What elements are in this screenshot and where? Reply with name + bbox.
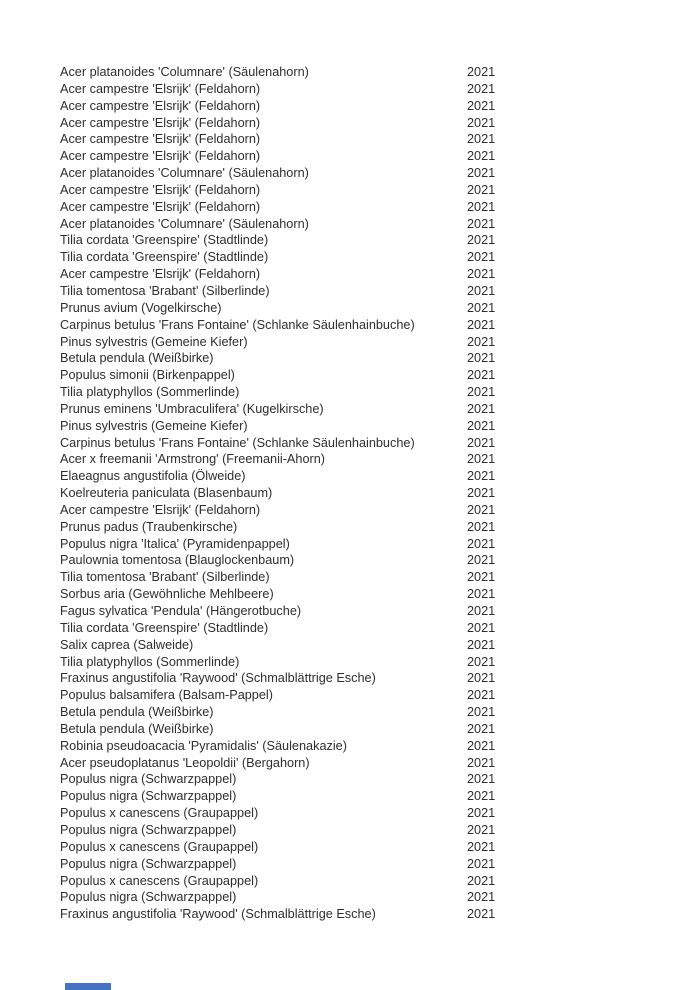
species-name: Acer campestre 'Elsrijk' (Feldahorn): [60, 132, 261, 147]
year-value: 2021: [467, 604, 496, 618]
year-value: 2021: [467, 182, 496, 197]
list-item: [60, 873, 700, 890]
year-value: 2021: [467, 486, 496, 501]
species-name: Fraxinus angustifolia 'Raywood' (Schmalblättrige Esche): [60, 907, 376, 922]
year-value: 2021: [467, 806, 496, 821]
species-name: Populus nigra (Schwarzpappel): [60, 772, 237, 787]
year-value: 2021: [467, 452, 496, 467]
list-item: [60, 131, 700, 148]
list-item: [60, 148, 700, 165]
year-value: 2021: [467, 216, 496, 231]
year-value: 2021: [467, 401, 496, 416]
year-value: 2021: [467, 553, 496, 568]
species-name: Populus x canescens (Graupappel): [60, 873, 259, 888]
species-name: Pinus sylvestris (Gemeine Kiefer): [60, 334, 248, 349]
species-name: Populus nigra (Schwarzpappel): [60, 789, 237, 804]
list-item: [60, 283, 700, 300]
list-item: [60, 620, 700, 637]
species-name: Tilia cordata 'Greenspire' (Stadtlinde): [60, 233, 269, 248]
list-item: [60, 266, 700, 283]
species-name: Acer campestre 'Elsrijk' (Feldahorn): [60, 199, 261, 214]
species-name: Populus x canescens (Graupappel): [60, 806, 259, 821]
year-value: 2021: [467, 839, 496, 854]
species-name: Populus simonii (Birkenpappel): [60, 368, 235, 383]
year-value: 2021: [467, 283, 496, 298]
year-value: 2021: [467, 637, 496, 652]
species-name: Tilia cordata 'Greenspire' (Stadtlinde): [60, 620, 269, 635]
bottom-accent-bar: [65, 983, 111, 990]
year-value: 2021: [467, 671, 496, 686]
year-value: 2021: [467, 351, 496, 366]
list-item: [60, 232, 700, 249]
species-name: Pinus sylvestris (Gemeine Kiefer): [60, 418, 248, 433]
species-name: Acer campestre 'Elsrijk' (Feldahorn): [60, 502, 261, 517]
list-item: [60, 249, 700, 266]
year-value: 2021: [467, 334, 496, 349]
list-item: [60, 435, 700, 452]
species-name: Acer platanoides 'Columnare' (Säulenahorn): [60, 166, 309, 181]
list-item: [60, 839, 700, 856]
list-item: [60, 906, 700, 923]
species-name: Acer campestre 'Elsrijk' (Feldahorn): [60, 149, 261, 164]
year-value: 2021: [467, 738, 496, 753]
year-value: 2021: [467, 721, 496, 736]
year-value: 2021: [467, 199, 496, 214]
list-item: [60, 367, 700, 384]
list-item: [60, 502, 700, 519]
year-value: 2021: [467, 149, 496, 164]
list-item: [60, 519, 700, 536]
list-item: [60, 552, 700, 569]
list-item: [60, 586, 700, 603]
list-item: [60, 670, 700, 687]
list-item: [60, 536, 700, 553]
species-name: Populus x canescens (Graupappel): [60, 839, 259, 854]
list-item: [60, 384, 700, 401]
list-item: [60, 721, 700, 738]
species-name: Populus nigra (Schwarzpappel): [60, 856, 237, 871]
list-item: [60, 317, 700, 334]
species-name: Tilia platyphyllos (Sommerlinde): [60, 654, 240, 669]
list-item: [60, 334, 700, 351]
list-item: [60, 687, 700, 704]
species-name: Koelreuteria paniculata (Blasenbaum): [60, 486, 273, 501]
list-item: [60, 350, 700, 367]
species-name: Fraxinus angustifolia 'Raywood' (Schmalblättrige Esche): [60, 671, 376, 686]
list-item: [60, 654, 700, 671]
list-item: [60, 451, 700, 468]
year-value: 2021: [467, 250, 496, 265]
year-value: 2021: [467, 519, 496, 534]
list-item: [60, 704, 700, 721]
year-value: 2021: [467, 98, 496, 113]
year-value: 2021: [467, 705, 496, 720]
species-name: Carpinus betulus 'Frans Fontaine' (Schlanke Säulenhainbuche): [60, 317, 415, 332]
list-item: [60, 115, 700, 132]
list-item: [60, 755, 700, 772]
species-name: Paulownia tomentosa (Blauglockenbaum): [60, 553, 295, 568]
year-value: 2021: [467, 620, 496, 635]
list-item: [60, 81, 700, 98]
list-item: [60, 401, 700, 418]
year-value: 2021: [467, 856, 496, 871]
species-name: Betula pendula (Weißbirke): [60, 721, 214, 736]
year-value: 2021: [467, 317, 496, 332]
list-item: [60, 788, 700, 805]
species-name: Acer platanoides 'Columnare' (Säulenahorn): [60, 216, 309, 231]
species-name: Acer platanoides 'Columnare' (Säulenahorn): [60, 65, 309, 79]
list-item: [60, 771, 700, 788]
species-name: Tilia tomentosa 'Brabant' (Silberlinde): [60, 570, 270, 585]
species-name: Sorbus aria (Gewöhnliche Mehlbeere): [60, 587, 274, 602]
species-name: Populus nigra (Schwarzpappel): [60, 890, 237, 905]
list-item: [60, 165, 700, 182]
species-name: Prunus avium (Vogelkirsche): [60, 300, 222, 315]
list-item: [60, 64, 700, 81]
species-name: Acer campestre 'Elsrijk' (Feldahorn): [60, 115, 261, 130]
list-item: [60, 822, 700, 839]
year-value: 2021: [467, 772, 496, 787]
year-value: 2021: [467, 907, 496, 922]
list-item: [60, 216, 700, 233]
species-name: Populus balsamifera (Balsam-Pappel): [60, 688, 273, 703]
list-item: [60, 98, 700, 115]
list-item: [60, 856, 700, 873]
tree-species-list: [60, 64, 700, 923]
species-name: Fagus sylvatica 'Pendula' (Hängerotbuche): [60, 604, 302, 618]
species-name: Tilia cordata 'Greenspire' (Stadtlinde): [60, 250, 269, 265]
year-value: 2021: [467, 890, 496, 905]
year-value: 2021: [467, 418, 496, 433]
species-name: Acer campestre 'Elsrijk' (Feldahorn): [60, 267, 261, 282]
species-name: Robinia pseudoacacia 'Pyramidalis' (Säulenakazie): [60, 738, 347, 753]
year-value: 2021: [467, 822, 496, 837]
species-name: Acer campestre 'Elsrijk' (Feldahorn): [60, 98, 261, 113]
year-value: 2021: [467, 789, 496, 804]
year-value: 2021: [467, 368, 496, 383]
list-item: [60, 603, 700, 620]
species-name: Populus nigra 'Italica' (Pyramidenpappel): [60, 536, 290, 551]
year-value: 2021: [467, 654, 496, 669]
list-item: [60, 418, 700, 435]
species-name: Tilia tomentosa 'Brabant' (Silberlinde): [60, 283, 270, 298]
year-value: 2021: [467, 435, 496, 450]
year-value: 2021: [467, 469, 496, 484]
species-name: Tilia platyphyllos (Sommerlinde): [60, 385, 240, 400]
year-value: 2021: [467, 755, 496, 770]
year-value: 2021: [467, 502, 496, 517]
species-name: Populus nigra (Schwarzpappel): [60, 822, 237, 837]
list-item: [60, 569, 700, 586]
list-item: [60, 468, 700, 485]
list-item: [60, 485, 700, 502]
list-item: [60, 889, 700, 906]
species-name: Betula pendula (Weißbirke): [60, 351, 214, 366]
list-item: [60, 637, 700, 654]
year-value: 2021: [467, 65, 496, 79]
species-name: Elaeagnus angustifolia (Ölweide): [60, 469, 246, 484]
year-value: 2021: [467, 570, 496, 585]
list-item: [60, 199, 700, 216]
list-item: [60, 805, 700, 822]
species-name: Acer campestre 'Elsrijk' (Feldahorn): [60, 81, 261, 96]
species-name: Acer x freemanii 'Armstrong' (Freemanii-Ahorn): [60, 452, 326, 467]
year-value: 2021: [467, 385, 496, 400]
species-name: Acer pseudoplatanus 'Leopoldii' (Bergahorn): [60, 755, 310, 770]
species-name: Betula pendula (Weißbirke): [60, 705, 214, 720]
year-value: 2021: [467, 536, 496, 551]
list-item: [60, 300, 700, 317]
year-value: 2021: [467, 233, 496, 248]
year-value: 2021: [467, 873, 496, 888]
year-value: 2021: [467, 166, 496, 181]
species-name: Prunus eminens 'Umbraculifera' (Kugelkirsche): [60, 401, 324, 416]
list-item: [60, 182, 700, 199]
year-value: 2021: [467, 81, 496, 96]
year-value: 2021: [467, 587, 496, 602]
species-name: Prunus padus (Traubenkirsche): [60, 519, 238, 534]
year-value: 2021: [467, 115, 496, 130]
year-value: 2021: [467, 688, 496, 703]
list-item: [60, 738, 700, 755]
species-name: Salix caprea (Salweide): [60, 637, 194, 652]
species-name: Acer campestre 'Elsrijk' (Feldahorn): [60, 182, 261, 197]
species-name: Carpinus betulus 'Frans Fontaine' (Schlanke Säulenhainbuche): [60, 435, 415, 450]
year-value: 2021: [467, 300, 496, 315]
year-value: 2021: [467, 132, 496, 147]
year-value: 2021: [467, 267, 496, 282]
